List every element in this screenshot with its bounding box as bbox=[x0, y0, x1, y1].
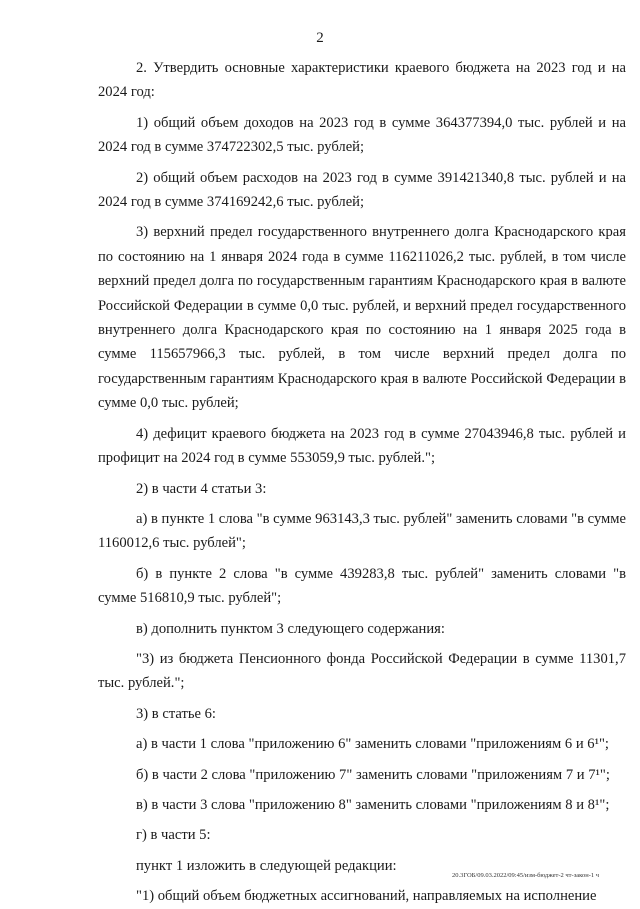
paragraph: а) в части 1 слова "приложению 6" заменить словами "приложениям 6 и 6¹"; bbox=[136, 736, 609, 753]
paragraph: пункт 1 изложить в следующей редакции: bbox=[136, 857, 397, 874]
paragraph: в) в части 3 слова "приложению 8" заменить словами "приложениям 8 и 8¹"; bbox=[136, 796, 610, 813]
paragraph: 2) в части 4 статьи 3: bbox=[136, 480, 267, 497]
paragraph: б) в пункте 2 слова "в сумме 439283,8 тыс. рублей" заменить словами "в сумме 516810,9 тыс. рублей"; bbox=[98, 565, 626, 607]
paragraph: 2. Утвердить основные характеристики краевого бюджета на 2023 год и на 2024 год: bbox=[98, 60, 626, 101]
document-body bbox=[98, 56, 626, 909]
paragraph: б) в части 2 слова "приложению 7" заменить словами "приложениям 7 и 7¹"; bbox=[136, 766, 610, 783]
paragraph: г) в части 5: bbox=[136, 827, 211, 844]
paragraph: 3) верхний предел государственного внутреннего долга Краснодарского края по состоянию на 1 января 2024 года в сумме 116211026,2 тыс. рублей, в том числе верхний предел долга по государственным гарантиям Краснодарского края в валюте Российской Федерации в сумме 0,0 тыс. рублей, и верхний предел государственного внутреннего долга Краснодарского края по состоянию на 1 января 2025 года в сумме 115657966,3 тыс. рублей, в том числе верхний предел долга по государственным гарантиям Краснодарского края в валюте Российской Федерации в сумме 0,0 тыс. рублей; bbox=[98, 224, 626, 412]
paragraph: "3) из бюджета Пенсионного фонда Российской Федерации в сумме 11301,7 тыс. рублей."; bbox=[98, 650, 626, 692]
footer-doc-id: 20.3ГОБ/09.03.2022/09:45/изм-бюджет-2 чт-закон-1 ч bbox=[452, 872, 600, 879]
paragraph: 3) в статье 6: bbox=[136, 705, 216, 722]
paragraph: а) в пункте 1 слова "в сумме 963143,3 тыс. рублей" заменить словами "в сумме 1160012,6 тыс. рублей"; bbox=[98, 510, 626, 552]
paragraph: в) дополнить пунктом 3 следующего содержания: bbox=[136, 620, 445, 637]
paragraph: 4) дефицит краевого бюджета на 2023 год в сумме 27043946,8 тыс. рублей и профицит на 2024 год в сумме 553059,9 тыс. рублей."; bbox=[98, 425, 626, 467]
page-number: 2 bbox=[316, 30, 324, 46]
paragraph: 2) общий объем расходов на 2023 год в сумме 391421340,8 тыс. рублей и на 2024 год в сумме 374169242,6 тыс. рублей; bbox=[98, 169, 626, 211]
paragraph: "1) общий объем бюджетных ассигнований, направляемых на исполнение bbox=[136, 888, 597, 905]
paragraph: 1) общий объем доходов на 2023 год в сумме 364377394,0 тыс. рублей и на 2024 год в сумме 374722302,5 тыс. рублей; bbox=[98, 114, 626, 156]
